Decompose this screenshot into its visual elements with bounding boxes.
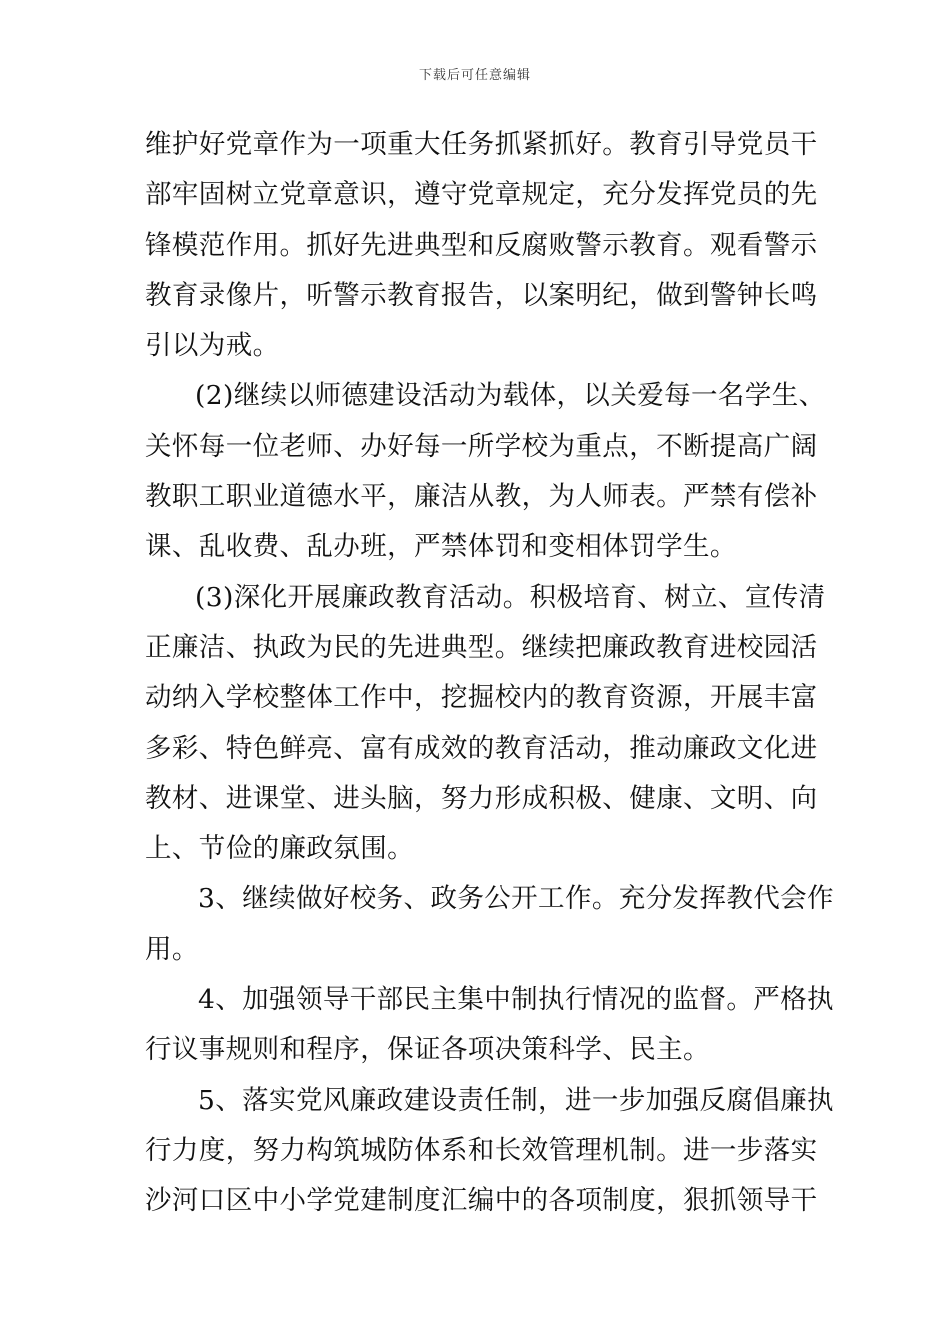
text-line: 引以为戒。 — [145, 330, 280, 362]
text-line: 正廉洁、执政为民的先进典型。继续把廉政教育进校园活 — [145, 631, 818, 663]
paragraph-item-2-start: (2)继续以师德建设活动为载体，以关爱每一名学生、 — [195, 380, 826, 412]
text-line: 用。 — [145, 933, 199, 965]
text-line: 行议事规则和程序，保证各项决策科学、民主。 — [145, 1034, 710, 1066]
page-header-note: 下载后可任意编辑 — [418, 68, 531, 83]
text-line: 课、乱收费、乱办班，严禁体罚和变相体罚学生。 — [145, 531, 737, 563]
document-body — [145, 120, 834, 1227]
paragraph-section-3-start: 3、继续做好校务、政务公开工作。充分发挥教代会作 — [198, 883, 834, 915]
text-line: 部牢固树立党章意识，遵守党章规定，充分发挥党员的先 — [145, 179, 818, 211]
paragraph-section-5-start: 5、落实党风廉政建设责任制，进一步加强反腐倡廉执 — [198, 1084, 834, 1116]
paragraph-item-3-start: (3)深化开展廉政教育活动。积极培育、树立、宣传清 — [195, 581, 826, 613]
text-line: 教职工职业道德水平，廉洁从教，为人师表。严禁有偿补 — [145, 481, 818, 513]
text-line: 上、节俭的廉政氛围。 — [145, 833, 414, 865]
text-line: 动纳入学校整体工作中，挖掘校内的教育资源，开展丰富 — [145, 682, 818, 714]
text-line: 关怀每一位老师、办好每一所学校为重点，不断提高广阔 — [145, 430, 818, 462]
text-line: 教育录像片，听警示教育报告，以案明纪，做到警钟长鸣 — [145, 279, 818, 311]
text-line: 教材、进课堂、进头脑，努力形成积极、健康、文明、向 — [145, 782, 818, 814]
paragraph-section-4-start: 4、加强领导干部民主集中制执行情况的监督。严格执 — [198, 984, 834, 1016]
text-line: 多彩、特色鲜亮、富有成效的教育活动，推动廉政文化进 — [145, 732, 818, 764]
text-line: 沙河口区中小学党建制度汇编中的各项制度，狠抓领导干 — [145, 1185, 818, 1217]
text-line: 锋模范作用。抓好先进典型和反腐败警示教育。观看警示 — [145, 229, 818, 261]
text-line: 行力度，努力构筑城防体系和长效管理机制。进一步落实 — [145, 1134, 818, 1166]
text-line: 维护好党章作为一项重大任务抓紧抓好。教育引导党员干 — [145, 129, 818, 160]
